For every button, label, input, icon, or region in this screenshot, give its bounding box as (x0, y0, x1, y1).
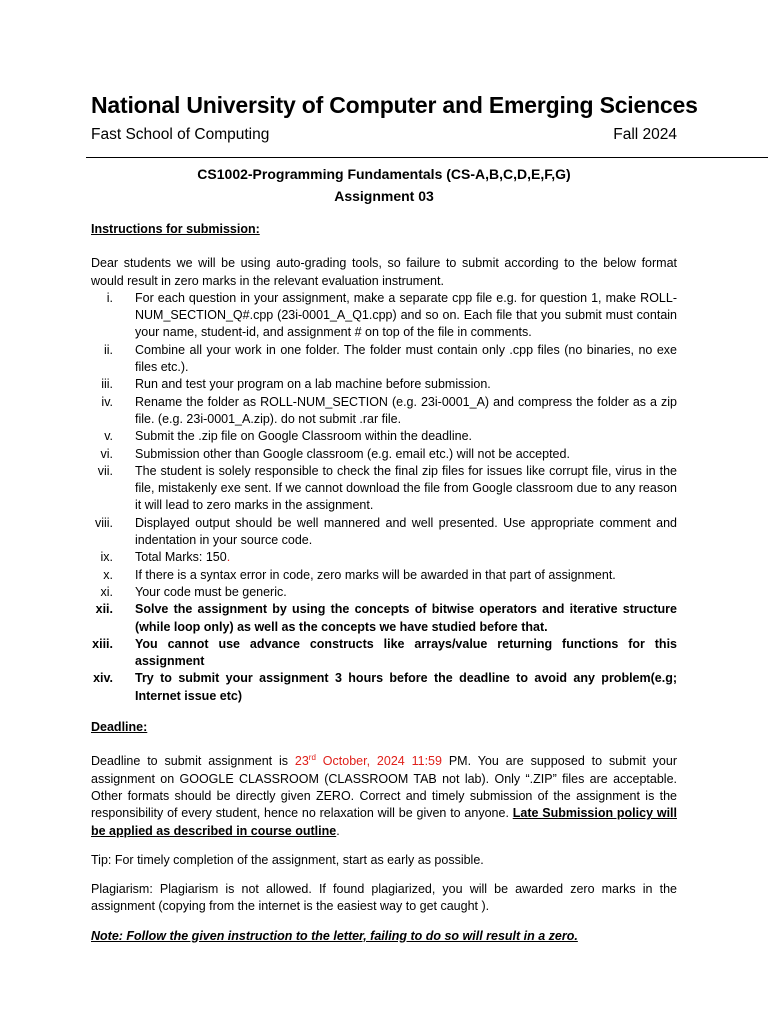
instruction-item (69, 567, 677, 584)
instruction-text (135, 428, 677, 445)
instruction-text (135, 290, 677, 342)
instruction-number: xi. (100, 584, 113, 599)
instruction-text-body: Run and test your program on a lab machine before submission. (135, 377, 491, 392)
instruction-item (69, 394, 677, 429)
instruction-text-body: Solve the assignment by using the concepts of bitwise operators and iterative structure (while loop only) as well as the concepts we have studied before that. (135, 602, 677, 634)
final-note-text: Note: Follow the given instruction to the letter, failing to do so will result in a zero. (91, 928, 578, 943)
instruction-number: i. (106, 290, 113, 305)
instruction-item (69, 446, 677, 463)
instruction-number: ix. (100, 550, 113, 565)
assignment-title: Assignment 03 (334, 188, 434, 204)
instruction-item (69, 584, 677, 601)
instruction-text (135, 549, 677, 566)
instruction-number: xiv. (93, 671, 113, 686)
late-policy-link: Late Submission policy will be applied as described in course outline (91, 806, 677, 838)
course-block (0, 163, 768, 207)
deadline-day: 23 (294, 754, 309, 769)
instruction-item (69, 290, 677, 342)
instruction-number: iii. (101, 377, 113, 392)
instructions-list (69, 290, 677, 705)
instruction-text-body: Displayed output should be well mannered and well presented. Use appropriate comment and indentation in your source code. (135, 515, 677, 548)
school-term-row (91, 126, 677, 144)
tip-paragraph: Tip: For timely completion of the assignment, start as early as possible. (91, 852, 484, 867)
instruction-text (135, 636, 677, 671)
header-divider (86, 157, 768, 158)
term-label: Fall 2024 (613, 126, 677, 143)
instruction-suffix: . (226, 550, 231, 565)
instruction-number: xiii. (92, 636, 113, 651)
deadline-body: PM. You are supposed to submit your assignment on GOOGLE CLASSROOM (CLASSROOM TAB not lab). Only “.ZIP” files are acceptable. Other formats should be directly given ZERO. Correct and timely submission of the assignment is the responsibility of every student, hence no relaxation will be given to anyone. (91, 754, 677, 821)
instruction-text (135, 584, 677, 601)
instruction-text (135, 463, 677, 515)
instruction-text-body: Combine all your work in one folder. The folder must contain only .cpp files (no binaries, no exe files etc.). (135, 342, 677, 375)
course-title: CS1002-Programming Fundamentals (CS-A,B,C,D,E,F,G) (197, 166, 571, 182)
instruction-text-body: Submit the .zip file on Google Classroom within the deadline. (135, 429, 472, 444)
instruction-text-body: The student is solely responsible to check the final zip files for issues like corrupt file, virus in the file, mistakenly exe sent. If we cannot download the file from Google classroom due to any reason it will lead to zero marks in the assignment. (135, 463, 677, 513)
document-body (91, 221, 677, 945)
instruction-text-body: Submission other than Google classroom (e.g. email etc.) will not be accepted. (135, 446, 570, 461)
instruction-text-body: If there is a syntax error in code, zero marks will be awarded in that part of assignment. (135, 567, 616, 582)
instruction-number: viii. (94, 515, 113, 530)
instructions-heading: Instructions for submission: (91, 222, 260, 236)
deadline-date (295, 754, 442, 768)
instruction-text-body: Total Marks: 150 (135, 550, 227, 565)
instruction-number: x. (103, 567, 113, 582)
instruction-number: ii. (103, 342, 113, 357)
instruction-item (69, 342, 677, 377)
instruction-text-body: You cannot use advance constructs like arrays/value returning functions for this assignment (135, 636, 677, 669)
deadline-date-rest: October, 2024 11:59 (315, 754, 442, 769)
instruction-item (69, 636, 677, 671)
instruction-number: iv. (101, 394, 113, 409)
instruction-item (69, 376, 677, 393)
instruction-text-body: Rename the folder as ROLL-NUM_SECTION (e.g. 23i-0001_A) and compress the folder as a zip file. (e.g. 23i-0001_A.zip). do not submit .rar file. (135, 394, 677, 426)
deadline-heading: Deadline: (91, 720, 148, 735)
deadline-paragraph (91, 753, 677, 839)
instructions-intro: Dear students we will be using auto-grading tools, so failure to submit according to the below format would result in zero marks in the relevant evaluation instrument. (91, 256, 677, 288)
final-note (91, 928, 677, 945)
deadline-prefix: Deadline to submit assignment is (91, 754, 295, 769)
instruction-text (135, 376, 677, 393)
instruction-text (135, 567, 677, 584)
deadline-day-suffix: rd (308, 753, 316, 763)
instruction-text (135, 394, 677, 429)
instruction-item (69, 549, 677, 566)
university-title: National University of Computer and Emerging Sciences (91, 92, 698, 118)
instruction-item (69, 515, 677, 550)
instruction-number: vii. (97, 463, 113, 478)
instruction-text-body: For each question in your assignment, make a separate cpp file e.g. for question 1, make ROLL-NUM_SECTION_Q#.cpp (23i-0001_A_Q1.cpp) and so on. Each file that you submit must contain your name, student-id, and assignment # on top of the file in comments. (135, 290, 677, 340)
instruction-item (69, 670, 677, 705)
instruction-text (135, 515, 677, 550)
instruction-item (69, 601, 677, 636)
deadline-end: . (336, 823, 340, 838)
instruction-text (135, 446, 677, 463)
instruction-text-body: Your code must be generic. (135, 584, 287, 599)
instruction-text (135, 601, 677, 636)
instruction-text-body: Try to submit your assignment 3 hours before the deadline to avoid any problem(e.g; Internet issue etc) (135, 671, 677, 703)
school-name: Fast School of Computing (91, 126, 270, 143)
instruction-item (69, 463, 677, 515)
plagiarism-paragraph: Plagiarism: Plagiarism is not allowed. If found plagiarized, you will be awarded zero marks in the assignment (copying from the internet is the easiest way to get caught ). (91, 882, 677, 914)
instruction-text (135, 670, 677, 705)
instruction-text (135, 342, 677, 377)
instruction-number: xii. (95, 602, 113, 617)
instruction-number: v. (104, 429, 113, 444)
instruction-item (69, 428, 677, 445)
instruction-number: vi. (100, 446, 113, 461)
